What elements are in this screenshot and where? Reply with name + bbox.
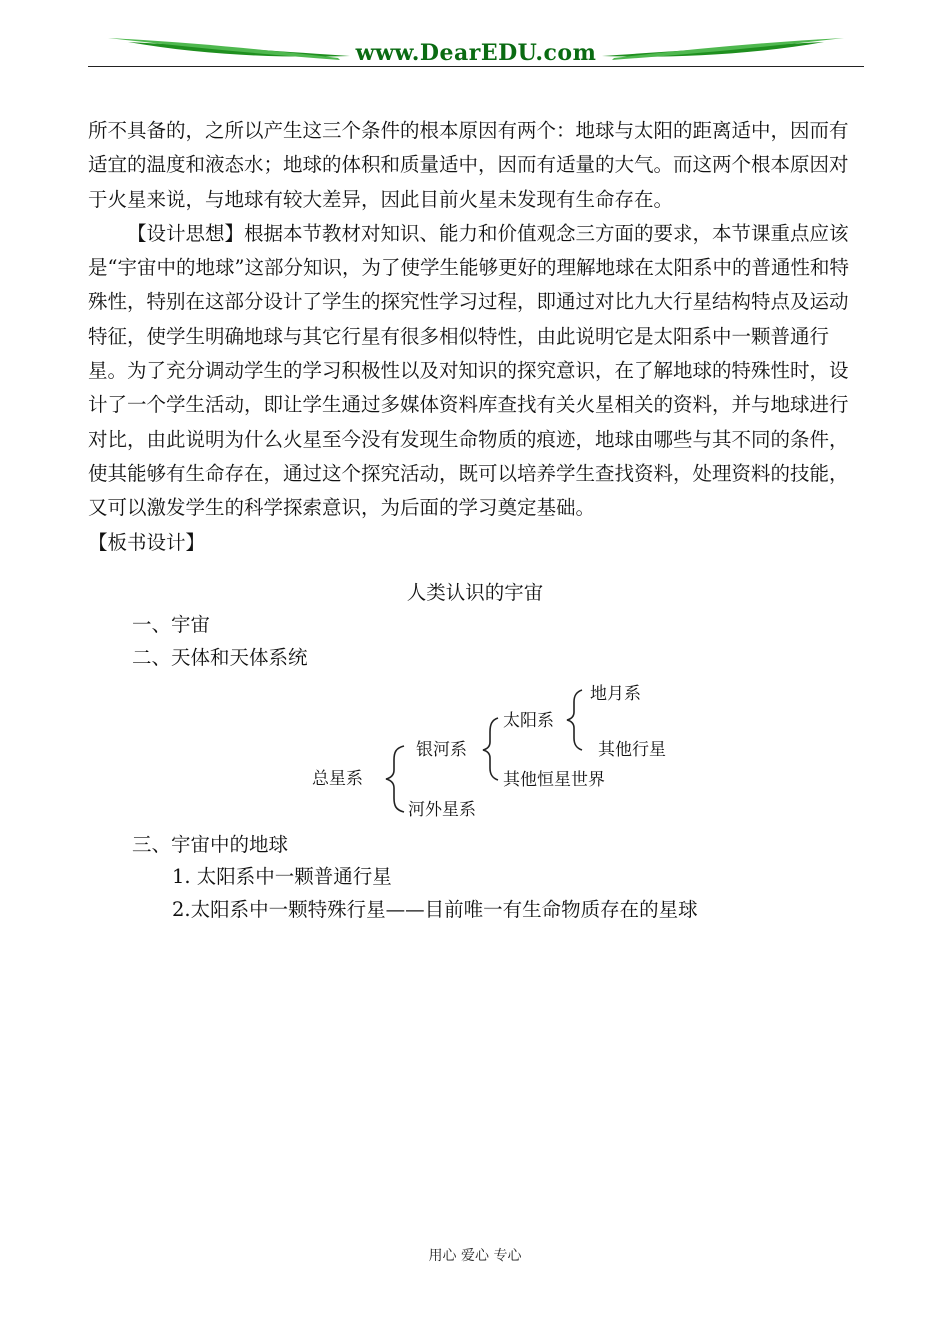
section-heading-board-design: 【板书设计】 [88, 530, 206, 554]
board-title: 人类认识的宇宙 [406, 581, 544, 604]
site-header [88, 36, 864, 70]
diagram-node-milky-way: 银河系 [416, 740, 467, 760]
outline-section-earth-in-universe: 三、宇宙中的地球 [132, 833, 289, 856]
diagram-node-extragalactic: 河外星系 [408, 800, 476, 820]
site-logo-text: www.DearEDU.com [355, 40, 597, 66]
document-body [88, 114, 864, 560]
paragraph-continuation: 所不具备的，之所以产生这三个条件的根本原因有两个：地球与太阳的距离适中，因而有适宜的温度和液态水；地球的体积和质量适中，因而有适量的大气。而这两个根本原因对于火星来说，与地球有较大差异，因此目前火星未发现有生命存在。 [88, 119, 849, 211]
diagram-root-total-galaxy-system: 总星系 [312, 769, 363, 789]
celestial-system-hierarchy-diagram [300, 676, 700, 826]
page-footer: 用心 爱心 专心 [428, 1248, 522, 1264]
outline-item-ordinary-planet: 1. 太阳系中一颗普通行星 [172, 865, 392, 888]
outline-item-special-planet: 2.太阳系中一颗特殊行星——目前唯一有生命物质存在的星球 [172, 898, 698, 921]
paragraph-design-idea: 【设计思想】根据本节教材对知识、能力和价值观念三方面的要求，本节课重点应该是“宇宙中的地球”这部分知识，为了使学生能够更好的理解地球在太阳系中的普通性和特殊性，特别在这部分设计了学生的探究性学习过程，即通过对比九大行星结构特点及运动特征，使学生明确地球与其它行星有很多相似特性，由此说明它是太阳系中一颗普通行星。为了充分调动学生的学习积极性以及对知识的探究意识，在了解地球的特殊性时，设计了一个学生活动，即让学生通过多媒体资料库查找有关火星相关的资料，并与地球进行对比，由此说明为什么火星至今没有发现生命物质的痕迹，地球由哪些与其不同的条件，使其能够有生命存在，通过这个探究活动，既可以培养学生查找资料，处理资料的技能，又可以激发学生的科学探索意识，为后面的学习奠定基础。 [88, 221, 849, 520]
diagram-node-other-star-worlds: 其他恒星世界 [503, 770, 605, 790]
diagram-node-other-planets: 其他行星 [598, 740, 666, 760]
header-divider [88, 66, 864, 67]
diagram-node-solar-system: 太阳系 [503, 711, 554, 731]
diagram-node-earth-moon-system: 地月系 [590, 684, 641, 704]
outline-section-universe: 一、宇宙 [132, 613, 211, 636]
outline-section-celestial-systems: 二、天体和天体系统 [132, 646, 308, 669]
